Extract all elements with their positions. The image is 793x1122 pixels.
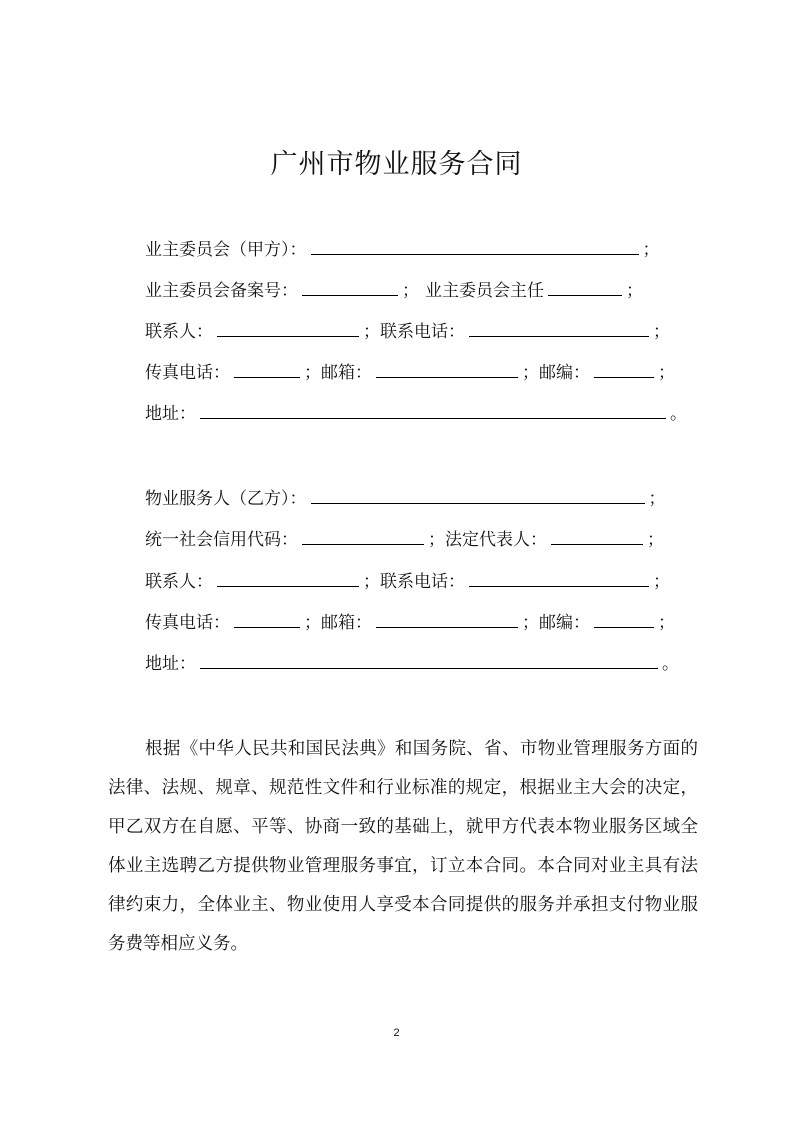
semicolon: ；	[522, 613, 539, 633]
party-b-phone-label: 联系电话：	[380, 572, 465, 592]
party-b-fax-row	[145, 605, 675, 635]
party-a-registration-field[interactable]	[302, 273, 398, 296]
party-a-contact-label: 联系人：	[145, 322, 213, 342]
semicolon: ；	[363, 572, 380, 592]
party-b-phone-field[interactable]	[469, 564, 649, 587]
party-a-contact-row	[145, 314, 670, 344]
party-b-name-row	[145, 481, 666, 511]
party-b-contact-field[interactable]	[217, 564, 359, 587]
party-a-email-label: 邮箱：	[321, 363, 372, 383]
party-a-name-field[interactable]	[311, 232, 639, 255]
semicolon: ；	[402, 281, 419, 301]
party-b-fax-field[interactable]	[234, 605, 300, 628]
semicolon: ；	[653, 572, 670, 592]
party-b-postcode-field[interactable]	[594, 605, 654, 628]
party-a-name-label: 业主委员会（甲方）：	[145, 240, 307, 260]
party-a-postcode-label: 邮编：	[539, 363, 590, 383]
semicolon: ；	[658, 363, 675, 383]
period: 。	[670, 404, 687, 424]
party-a-registration-row	[145, 273, 643, 303]
party-a-postcode-field[interactable]	[594, 355, 654, 378]
party-a-fax-field[interactable]	[234, 355, 300, 378]
party-a-phone-label: 联系电话：	[380, 322, 465, 342]
party-a-fax-label: 传真电话：	[145, 363, 230, 383]
semicolon: ；	[304, 613, 321, 633]
document-title: 广州市物业服务合同	[270, 149, 523, 180]
party-b-name-label: 物业服务人（乙方）：	[145, 489, 307, 509]
page-number: 2	[393, 1027, 400, 1039]
party-a-name-row	[145, 232, 660, 262]
party-a-fax-row	[145, 355, 675, 385]
preamble-text: 根据《中华人民共和国民法典》和国务院、省、市物业管理服务方面的法律、法规、规章、规范性文件和行业标准的规定，根据业主大会的决定，甲乙双方在自愿、平等、协商一致的基础上，就甲方代表本物业服务区域全体业主选聘乙方提供物业管理服务事宜，订立本合同。本合同对业主具有法律约束力，全体业主、物业使用人享受本合同提供的服务并承担支付物业服务费等相应义务。	[108, 739, 698, 954]
party-b-contact-row	[145, 564, 670, 594]
party-b-name-field[interactable]	[311, 481, 645, 504]
party-b-address-label: 地址：	[145, 654, 196, 674]
party-a-address-row	[145, 396, 687, 426]
period: 。	[662, 654, 679, 674]
semicolon: ；	[626, 281, 643, 301]
party-b-legal-rep-field[interactable]	[551, 522, 643, 545]
party-a-director-label: 业主委员会主任	[425, 281, 544, 301]
party-a-contact-field[interactable]	[217, 314, 359, 337]
semicolon: ；	[648, 489, 666, 509]
party-b-email-field[interactable]	[376, 605, 518, 628]
semicolon: ；	[642, 240, 660, 260]
party-b-credit-code-label: 统一社会信用代码：	[145, 530, 298, 550]
semicolon: ；	[658, 613, 675, 633]
party-b-credit-code-field[interactable]	[302, 522, 424, 545]
party-a-phone-field[interactable]	[469, 314, 649, 337]
party-b-contact-label: 联系人：	[145, 572, 213, 592]
party-b-email-label: 邮箱：	[321, 613, 372, 633]
party-b-address-row	[145, 646, 679, 676]
semicolon: ；	[647, 530, 664, 550]
party-b-credit-code-row	[145, 522, 664, 552]
party-b-fax-label: 传真电话：	[145, 613, 230, 633]
party-a-email-field[interactable]	[376, 355, 518, 378]
party-a-address-field[interactable]	[200, 396, 666, 419]
party-b-postcode-label: 邮编：	[539, 613, 590, 633]
semicolon: ；	[653, 322, 670, 342]
preamble-paragraph	[108, 730, 698, 964]
party-a-registration-label: 业主委员会备案号：	[145, 281, 298, 301]
semicolon: ；	[428, 530, 445, 550]
party-a-director-field[interactable]	[548, 273, 622, 296]
semicolon: ；	[522, 363, 539, 383]
party-a-address-label: 地址：	[145, 404, 196, 424]
semicolon: ；	[304, 363, 321, 383]
semicolon: ；	[363, 322, 380, 342]
party-b-legal-rep-label: 法定代表人：	[445, 530, 547, 550]
party-b-address-field[interactable]	[200, 646, 658, 669]
